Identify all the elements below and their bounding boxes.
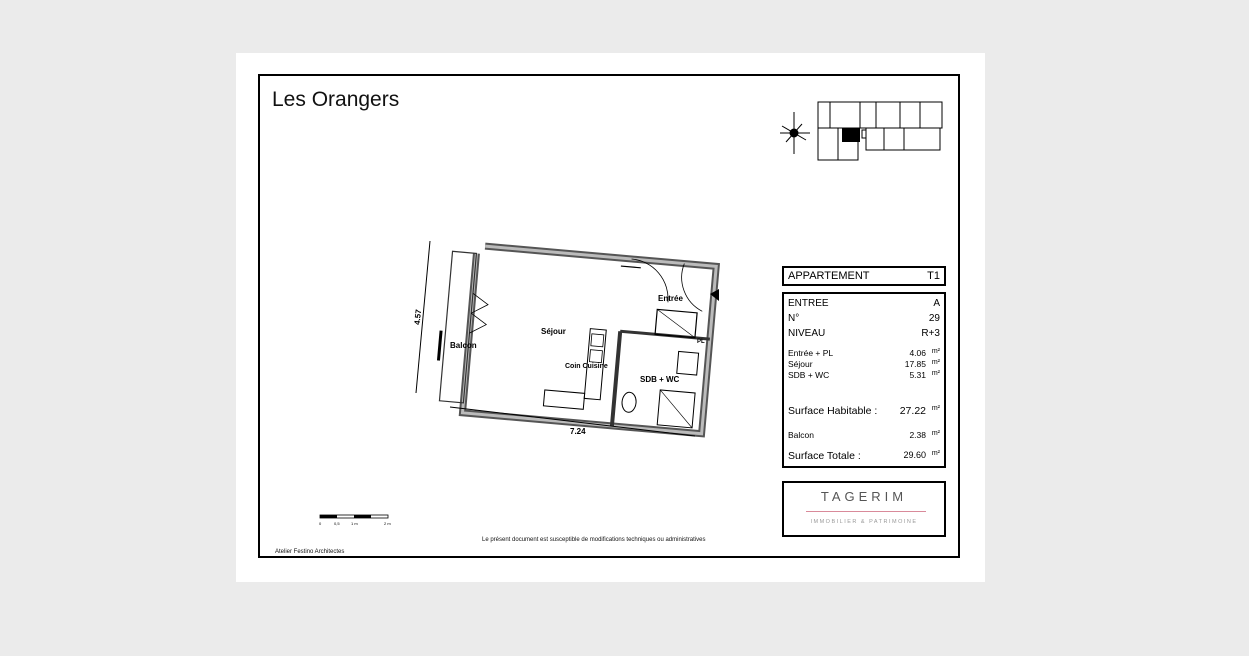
floor-plan (410, 231, 720, 446)
apartment-type-box (782, 266, 946, 286)
habitable-row (788, 405, 940, 419)
totale-label: Surface Totale : (788, 450, 861, 462)
numero-row (788, 313, 940, 327)
scale-tick-label: 0 (319, 521, 322, 526)
habitable-label: Surface Habitable : (788, 405, 878, 417)
room-unit: m² (931, 370, 940, 377)
architect-credit: Atelier Festino Architectes (275, 549, 345, 555)
project-title: Les Orangers (272, 88, 400, 111)
room-unit: m² (931, 359, 940, 366)
apartment-label: APPARTEMENT (788, 270, 870, 282)
room-value: 5.31 (909, 370, 926, 380)
tagerim-logo (782, 481, 946, 537)
numero-value: 29 (928, 313, 940, 324)
logo-name: TAGERIM (820, 489, 908, 504)
totale-value: 29.60 (903, 450, 926, 460)
apartment-highlight (842, 128, 860, 142)
room-label: Séjour (788, 359, 813, 369)
room-label-sejour: Séjour (541, 327, 566, 336)
balcon-row (788, 430, 940, 444)
disclaimer-text: Le présent document est susceptible de modifications techniques ou administratives (482, 537, 706, 543)
niveau-value: R+3 (921, 328, 940, 339)
key-plan (780, 96, 950, 166)
scale-tick-label: 1 m (351, 521, 358, 526)
scale-tick-label: 0,5 (334, 521, 340, 526)
scale-tick-label: 2 m (384, 521, 391, 526)
room-label-coin-cuisine: Coin Cuisine (565, 363, 608, 370)
room-unit: m² (931, 348, 940, 355)
balcon-unit: m² (931, 430, 940, 437)
room-value: 17.85 (904, 359, 926, 369)
niveau-row (788, 328, 940, 342)
surface-info-box (782, 292, 946, 468)
room-value: 4.06 (909, 348, 926, 358)
totale-row (788, 450, 940, 464)
document-frame (258, 74, 960, 558)
logo-divider (806, 511, 926, 512)
room-label-entree: Entrée (658, 294, 683, 303)
apartment-type-value: T1 (927, 270, 940, 282)
dimension-label-horizontal: 7.24 (570, 427, 586, 436)
balcon-value: 2.38 (909, 430, 926, 440)
room-label: Entrée + PL (788, 348, 834, 358)
logo-subtitle: IMMOBILIER & PATRIMOINE (810, 519, 918, 525)
totale-unit: m² (931, 450, 940, 457)
habitable-unit: m² (931, 405, 940, 412)
scale-bar (318, 514, 398, 528)
room-label: SDB + WC (788, 370, 830, 380)
room-label-balcon: Balcon (450, 341, 477, 350)
entree-value: A (933, 298, 940, 309)
room-label-pl: PL (697, 339, 705, 345)
balcon-label: Balcon (788, 430, 814, 440)
dimension-label-vertical: 4.57 (412, 308, 424, 326)
numero-label: N° (788, 313, 800, 324)
room-row (788, 370, 940, 384)
entree-label: ENTREE (788, 298, 829, 309)
compass-icon (780, 112, 810, 154)
document-sheet (236, 53, 985, 582)
niveau-label: NIVEAU (788, 328, 826, 339)
habitable-value: 27.22 (899, 405, 926, 417)
room-label-sdb-wc: SDB + WC (640, 375, 680, 384)
entree-row (788, 298, 940, 312)
